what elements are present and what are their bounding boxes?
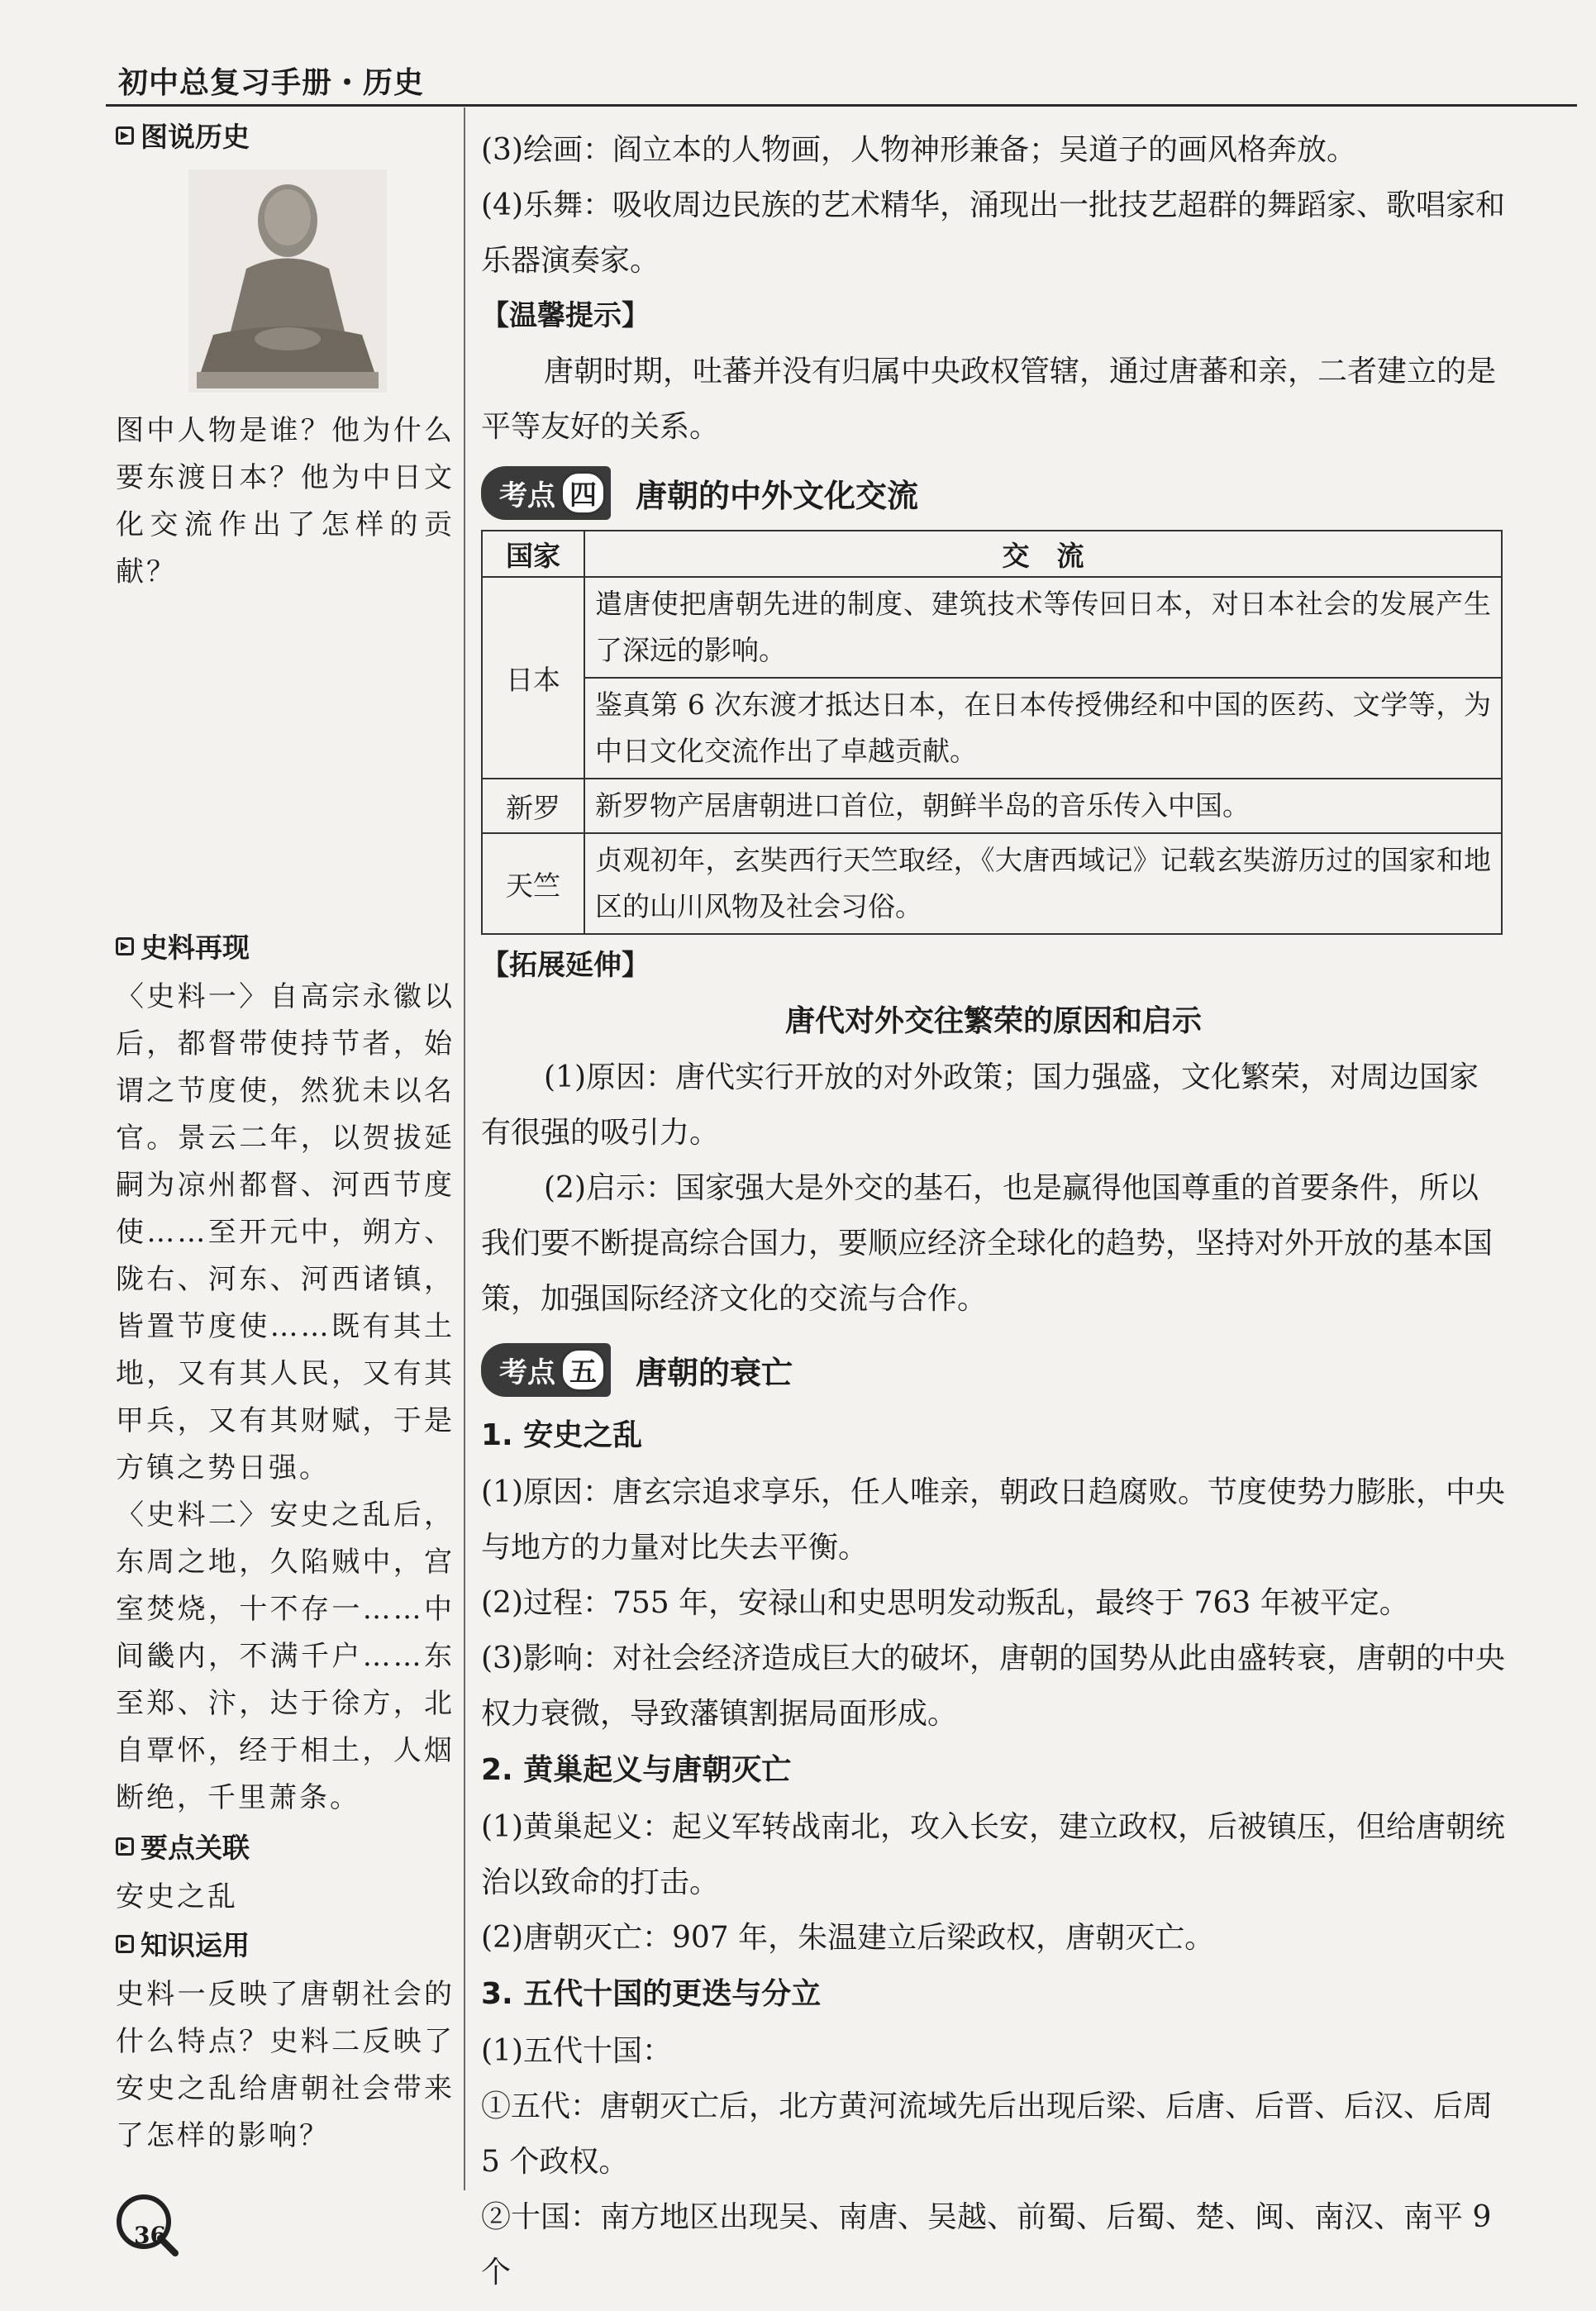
exchange-cell: 鉴真第 6 次东渡才抵达日本，在日本传授佛经和中国的医药、文学等，为中日文化交流作出了卓越贡献。 xyxy=(584,678,1502,779)
exchange-cell: 贞观初年，玄奘西行天竺取经，《大唐西域记》记载玄奘游历过的国家和地区的山川风物及社会习俗。 xyxy=(584,833,1502,934)
an-shi-impact: (3)影响：对社会经济造成巨大的破坏，唐朝的国势从此由盛转衰，唐朝的中央权力衰微，导致藩镇割据局面形成。 xyxy=(481,1642,1505,1731)
an-shi-process: (2)过程：755 年，安禄山和史思明发动叛乱，最终于 763 年被平定。 xyxy=(481,1586,1409,1620)
header-rule xyxy=(106,104,1577,107)
huang-chao-title: 2. 黄巢起义与唐朝灭亡 xyxy=(481,1753,792,1787)
picture-section-label: 图说历史 xyxy=(116,116,455,155)
table-row xyxy=(482,577,1502,678)
source-one: 〈史料一〉自高宗永徽以后，都督带使持节者，始谓之节度使，然犹未以名官。景云二年，以贺拔延嗣为凉州都督、河西节度使……至开元中，朔方、陇右、河东、河西诸镇，皆置节度使……既有其土地，又有其人民，又有其甲兵，又有其财赋，于是方镇之势日强。 xyxy=(116,980,455,1484)
extension-title: 唐代对外交往繁荣的原因和启示 xyxy=(784,1004,1202,1038)
huang-chao-uprising: (1)黄巢起义：起义军转战南北，攻入长安，建立政权，后被镇压，但给唐朝统治以致命的打击。 xyxy=(481,1810,1505,1899)
exchange-cell: 遣唐使把唐朝先进的制度、建筑技术等传回日本，对日本社会的发展产生了深远的影响。 xyxy=(584,577,1502,678)
source-two: 〈史料二〉安史之乱后，东周之地，久陷贼中，宫室焚烧，十不存一……中间畿内，不满千户……东至郑、汴，达于徐方，北自覃怀，经于相土，人烟断绝，千里萧条。 xyxy=(116,1499,455,1814)
section-marker-icon xyxy=(116,937,134,955)
extension-label: 【拓展延伸】 xyxy=(481,949,650,982)
extension-inspiration: (2)启示：国家强大是外交的基石，也是赢得他国尊重的首要条件，所以我们要不断提高综合国力，要顺应经济全球化的趋势，坚持对外开放的基本国策，加强国际经济文化的交流与合作。 xyxy=(481,1171,1494,1316)
country-cell: 新罗 xyxy=(482,779,584,833)
sidebar-column xyxy=(116,116,455,2160)
table-row xyxy=(482,833,1502,934)
keypoint-section-label: 要点关联 xyxy=(116,1827,455,1865)
col-country: 国家 xyxy=(482,531,584,577)
topic-badge: 考点 四 xyxy=(481,466,611,520)
tip-text: 唐朝时期，吐蕃并没有归属中央政权管辖，通过唐蕃和亲，二者建立的是平等友好的关系。 xyxy=(481,355,1497,444)
topic4-heading xyxy=(481,466,1506,520)
main-column xyxy=(481,122,1506,2300)
topic-badge: 考点 五 xyxy=(481,1343,611,1397)
five-dynasties-title: 3. 五代十国的更迭与分立 xyxy=(481,1977,822,2011)
jianzhen-statue-image xyxy=(188,169,387,393)
exchange-cell: 新罗物产居唐朝进口首位，朝鲜半岛的音乐传入中国。 xyxy=(584,779,1502,833)
section-marker-icon xyxy=(116,1935,134,1953)
country-cell: 日本 xyxy=(482,577,584,779)
section-marker-icon xyxy=(116,126,134,145)
an-shi-title: 1. 安史之乱 xyxy=(481,1418,643,1452)
five-dynasties-intro: (1)五代十国： xyxy=(481,2034,672,2068)
apply-section-label: 知识运用 xyxy=(116,1924,455,1963)
page-number: 36 xyxy=(134,2222,166,2249)
section-marker-icon xyxy=(116,1837,134,1856)
music-dance-line: (4)乐舞：吸收周边民族的艺术精华，涌现出一批技艺超群的舞蹈家、歌唱家和乐器演奏家。 xyxy=(481,188,1505,278)
painting-line: (3)绘画：阎立本的人物画，人物神形兼备；吴道子的画风格奔放。 xyxy=(481,133,1356,167)
column-divider xyxy=(464,107,465,2190)
tang-fall: (2)唐朝灭亡：907 年，朱温建立后梁政权，唐朝灭亡。 xyxy=(481,1921,1215,1955)
five-dynasties-line: ①五代：唐朝灭亡后，北方黄河流域先后出现后梁、后唐、后晋、后汉、后周 5 个政权。 xyxy=(481,2089,1494,2179)
table-row xyxy=(482,779,1502,833)
topic5-heading xyxy=(481,1343,1506,1397)
col-exchange: 交 流 xyxy=(584,531,1502,577)
keypoint-text: 安史之乱 xyxy=(116,1880,238,1913)
apply-question: 史料一反映了唐朝社会的什么特点？史料二反映了安史之乱给唐朝社会带来了怎样的影响？ xyxy=(116,1978,455,2152)
book-title: 初中总复习手册・历史 xyxy=(118,66,425,100)
sources-section-label: 史料再现 xyxy=(116,927,455,965)
ten-kingdoms-line: ②十国：南方地区出现吴、南唐、吴越、前蜀、后蜀、楚、闽、南汉、南平 9 个 xyxy=(481,2200,1492,2290)
tip-label: 【温馨提示】 xyxy=(481,299,650,332)
exchange-table xyxy=(481,530,1503,935)
table-row xyxy=(482,678,1502,779)
an-shi-reason: (1)原因：唐玄宗追求享乐，任人唯亲，朝政日趋腐败。节度使势力膨胀，中央与地方的力量对比失去平衡。 xyxy=(481,1475,1505,1565)
extension-reason: (1)原因：唐代实行开放的对外政策；国力强盛，文化繁荣，对周边国家有很强的吸引力。 xyxy=(481,1060,1479,1150)
table-header-row xyxy=(482,531,1502,577)
topic4-title: 唐朝的中外文化交流 xyxy=(636,478,919,514)
country-cell: 天竺 xyxy=(482,833,584,934)
topic5-title: 唐朝的衰亡 xyxy=(636,1355,793,1391)
picture-question: 图中人物是谁？他为什么要东渡日本？他为中日文化交流作出了怎样的贡献？ xyxy=(116,414,455,588)
